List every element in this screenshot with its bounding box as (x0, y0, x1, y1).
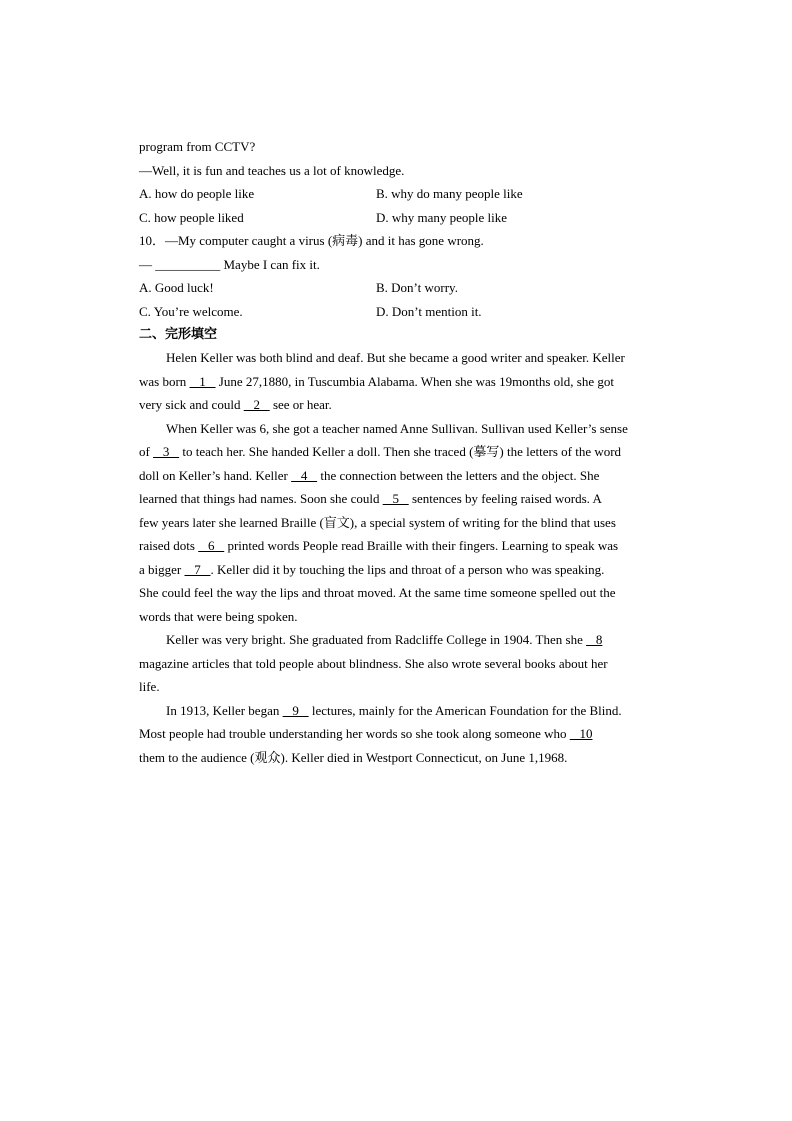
p4-line-1 (139, 699, 659, 723)
p2-line-5: few years later she learned Braille (盲文), a special system of writing for the blind that uses (139, 514, 616, 530)
p2-line-3 (139, 464, 659, 488)
p4-line-2 (139, 722, 659, 746)
p2-line-8: She could feel the way the lips and throat moved. At the same time someone spelled out the (139, 585, 616, 600)
text-segment: to teach her. She handed Keller a doll. Then she traced (摹写) the letters of the word (179, 444, 622, 459)
text-segment: printed words People read Braille with their fingers. Learning to speak was (224, 538, 619, 553)
text-segment: doll on Keller’s hand. Keller (139, 467, 292, 483)
blank-9[interactable]: 9 (282, 702, 309, 718)
p3-line-1 (139, 628, 659, 652)
q9-option-d[interactable]: D. why many people like (376, 209, 508, 225)
paragraph-1 (139, 346, 659, 417)
p2-line-6 (139, 534, 659, 558)
blank-4[interactable]: 4 (291, 467, 318, 483)
q9-answer-line: —Well, it is fun and teaches us a lot of knowledge. (139, 162, 405, 178)
blank-2[interactable]: 2 (243, 397, 270, 412)
q9-option-b[interactable]: B. why do many people like (376, 186, 523, 201)
text-segment: learned that things had names. Soon she could (139, 491, 383, 506)
text-segment: raised dots (139, 538, 199, 553)
worksheet-page (139, 135, 659, 769)
blank-7[interactable]: 7 (184, 561, 211, 577)
text-segment: a bigger (139, 561, 185, 577)
p2-line-2 (139, 440, 659, 464)
paragraph-3 (139, 628, 659, 699)
blank-3[interactable]: 3 (153, 444, 180, 459)
text-segment: Keller was very bright. She graduated from Radcliffe College in 1904. Then she (166, 632, 587, 647)
p2-line-9: words that were being spoken. (139, 608, 298, 624)
blank-10[interactable]: 10 (569, 726, 593, 741)
text-segment: see or hear. (269, 397, 332, 412)
text-segment: Most people had trouble understanding her words so she took along someone who (139, 726, 570, 741)
q10-options-row-1 (139, 276, 659, 300)
q9-stem-continuation: program from CCTV? (139, 139, 256, 154)
q10-options-row-2 (139, 300, 659, 324)
q9-options-row-2 (139, 206, 659, 230)
text-segment: of (139, 444, 154, 459)
text-segment: sentences by feeling raised words. A (408, 491, 602, 506)
section-title-cloze: 二、完形填空 (139, 327, 218, 342)
q9-options-row-1 (139, 182, 659, 206)
text-segment: very sick and could (139, 397, 244, 412)
text-segment: was born (139, 373, 190, 389)
blank-6[interactable]: 6 (198, 538, 225, 553)
q10-option-c[interactable]: C. You’re welcome. (139, 303, 243, 319)
text-segment: June 27,1880, in Tuscumbia Alabama. When she was 19months old, she got (215, 373, 614, 389)
text-segment: . Keller did it by touching the lips and throat of a person who was speaking. (210, 561, 605, 577)
p1-line-1: Helen Keller was both blind and deaf. But she became a good writer and speaker. Keller (166, 350, 625, 365)
q10-answer-line: — __________ Maybe I can fix it. (139, 256, 320, 272)
text-segment: In 1913, Keller began (166, 702, 283, 718)
p4-line-3: them to the audience (观众). Keller died in Westport Connecticut, on June 1,1968. (139, 749, 568, 765)
p3-line-2: magazine articles that told people about blindness. She also wrote several books about her (139, 655, 608, 671)
p1-line-2 (139, 370, 659, 394)
q10-stem: 10．—My computer caught a virus (病毒) and it has gone wrong. (139, 233, 484, 248)
blank-8[interactable]: 8 (586, 632, 603, 647)
blank-5[interactable]: 5 (382, 491, 409, 506)
text-segment: lectures, mainly for the American Foundation for the Blind. (308, 702, 622, 718)
q9-option-c[interactable]: C. how people liked (139, 209, 244, 225)
p2-line-1: When Keller was 6, she got a teacher named Anne Sullivan. Sullivan used Keller’s sense (166, 420, 628, 436)
q9-option-a[interactable]: A. how do people like (139, 186, 255, 201)
paragraph-2 (139, 417, 659, 629)
paragraph-4 (139, 699, 659, 770)
p3-line-3: life. (139, 679, 160, 694)
q10-option-a[interactable]: A. Good luck! (139, 280, 214, 295)
p1-line-3 (139, 393, 659, 417)
q10-option-d[interactable]: D. Don’t mention it. (376, 303, 482, 319)
q10-option-b[interactable]: B. Don’t worry. (376, 280, 458, 295)
p2-line-4 (139, 487, 659, 511)
blank-1[interactable]: 1 (189, 373, 216, 389)
p2-line-7 (139, 558, 659, 582)
text-segment: the connection between the letters and the object. She (317, 467, 600, 483)
